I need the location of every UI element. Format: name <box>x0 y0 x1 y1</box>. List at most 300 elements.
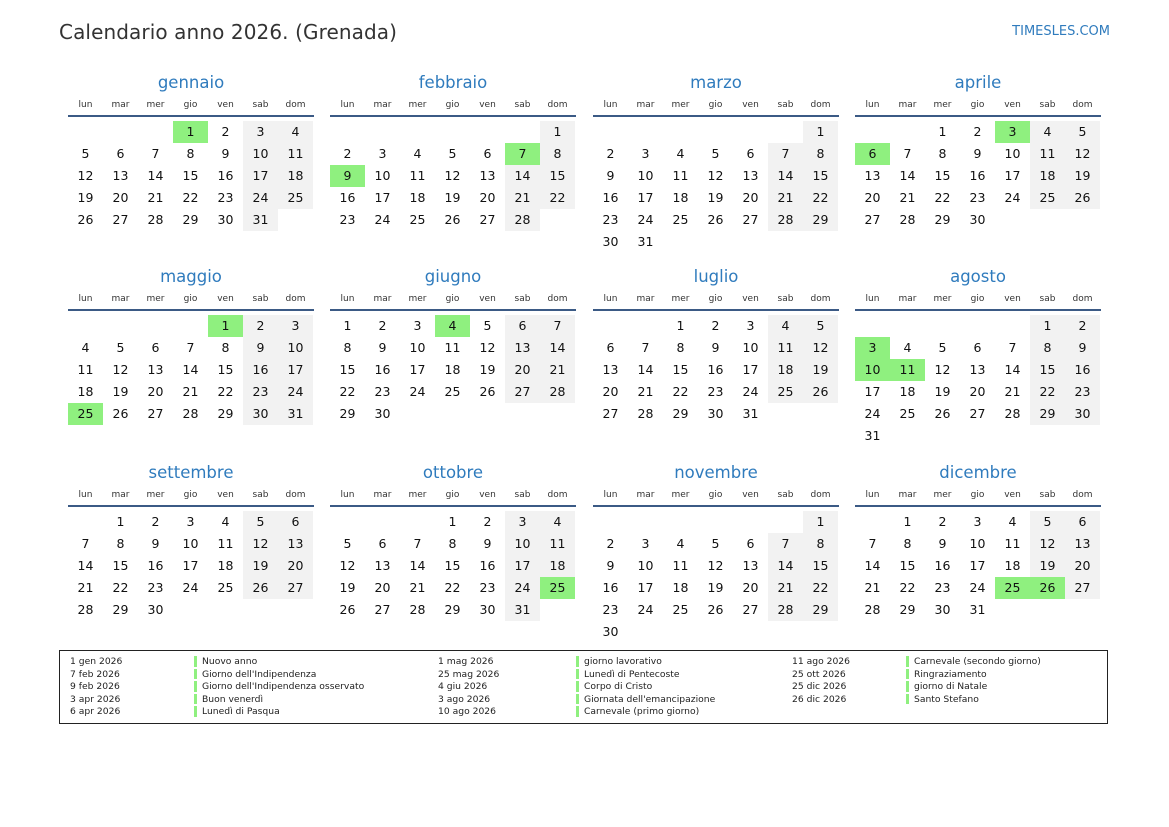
day-cell: 30 <box>479 602 496 617</box>
holiday-date: 25 dic 2026 <box>792 681 847 692</box>
weekday-label: lun <box>78 490 93 500</box>
weekday-label: sab <box>1039 294 1056 304</box>
day-cell: 10 <box>969 536 986 551</box>
day-cell: 7 <box>868 536 877 551</box>
holiday-day-cell: 4 <box>435 315 470 337</box>
day-cell: 18 <box>540 555 575 577</box>
weekday-label: lun <box>603 294 618 304</box>
empty-cell <box>330 121 365 143</box>
holiday-day-cell: 7 <box>505 143 540 165</box>
weekday-label: dom <box>285 294 306 304</box>
day-cell: 17 <box>278 359 313 381</box>
weekday-label: lun <box>340 294 355 304</box>
empty-cell <box>960 315 995 337</box>
holiday-date: 11 ago 2026 <box>792 656 850 667</box>
day-cell: 8 <box>676 340 685 355</box>
weekday-label: gio <box>970 294 985 304</box>
day-cell: 10 <box>182 536 199 551</box>
day-cell: 21 <box>768 187 803 209</box>
day-cell: 24 <box>637 602 654 617</box>
day-cell: 15 <box>899 558 916 573</box>
day-cell: 22 <box>540 187 575 209</box>
holiday-date: 25 ott 2026 <box>792 668 846 680</box>
day-grid <box>68 315 314 425</box>
day-cell: 10 <box>1004 146 1021 161</box>
day-cell: 11 <box>1030 143 1065 165</box>
day-cell: 4 <box>676 146 685 161</box>
weekday-label: gio <box>183 100 198 110</box>
day-cell: 10 <box>409 340 426 355</box>
day-cell: 22 <box>1030 381 1065 403</box>
day-cell: 29 <box>803 599 838 621</box>
day-cell: 6 <box>1065 511 1100 533</box>
day-cell: 6 <box>973 340 982 355</box>
weekday-label: gio <box>708 294 723 304</box>
day-cell: 13 <box>1065 533 1100 555</box>
empty-cell <box>173 315 208 337</box>
weekday-header <box>330 97 576 113</box>
day-grid <box>593 121 839 253</box>
holiday-name: Ringraziamento <box>914 668 987 680</box>
weekday-label: mar <box>111 294 130 304</box>
month-name: giugno <box>424 267 482 286</box>
day-cell: 8 <box>803 143 838 165</box>
day-cell: 28 <box>505 209 540 231</box>
month-marzo <box>593 74 839 253</box>
weekday-label: dom <box>547 490 568 500</box>
day-cell: 16 <box>969 168 986 183</box>
weekday-label: gio <box>445 490 460 500</box>
day-cell: 18 <box>278 165 313 187</box>
day-cell: 23 <box>934 580 951 595</box>
day-cell: 26 <box>77 212 94 227</box>
day-cell: 6 <box>606 340 615 355</box>
empty-cell <box>505 121 540 143</box>
day-cell: 27 <box>505 381 540 403</box>
month-dicembre <box>855 464 1101 621</box>
empty-cell <box>698 121 733 143</box>
day-cell: 11 <box>672 168 689 183</box>
day-cell: 25 <box>672 212 689 227</box>
day-cell: 4 <box>903 340 912 355</box>
day-cell: 12 <box>1065 143 1100 165</box>
day-cell: 5 <box>711 536 720 551</box>
day-cell: 3 <box>378 146 387 161</box>
day-cell: 4 <box>1008 514 1017 529</box>
day-cell: 20 <box>742 190 759 205</box>
day-cell: 8 <box>803 533 838 555</box>
day-cell: 28 <box>147 212 164 227</box>
day-cell: 29 <box>803 209 838 231</box>
day-cell: 11 <box>768 337 803 359</box>
weekday-label: mar <box>898 490 917 500</box>
weekday-header <box>330 487 576 503</box>
empty-cell <box>768 511 803 533</box>
month-divider <box>330 505 576 507</box>
day-cell: 12 <box>934 362 951 377</box>
day-cell: 20 <box>374 580 391 595</box>
day-cell: 9 <box>378 340 387 355</box>
legend-color-swatch <box>194 706 197 717</box>
day-cell: 2 <box>711 318 720 333</box>
day-grid <box>330 315 576 425</box>
holiday-date: 3 ago 2026 <box>438 693 491 705</box>
day-cell: 29 <box>934 212 951 227</box>
weekday-label: dom <box>810 294 831 304</box>
month-settembre <box>68 464 314 621</box>
legend-color-swatch <box>576 694 579 705</box>
month-novembre <box>593 464 839 643</box>
day-cell: 27 <box>742 602 759 617</box>
weekday-label: dom <box>1072 100 1093 110</box>
weekday-label: sab <box>1039 100 1056 110</box>
day-grid <box>68 511 314 621</box>
weekday-label: lun <box>603 490 618 500</box>
weekday-label: mar <box>636 100 655 110</box>
day-cell: 16 <box>707 362 724 377</box>
weekday-label: mer <box>408 100 427 110</box>
weekday-label: mer <box>146 490 165 500</box>
day-cell: 24 <box>278 381 313 403</box>
day-cell: 26 <box>479 384 496 399</box>
month-name: luglio <box>693 267 739 286</box>
day-cell: 26 <box>934 406 951 421</box>
day-cell: 6 <box>151 340 160 355</box>
weekday-header <box>855 487 1101 503</box>
day-cell: 14 <box>899 168 916 183</box>
day-cell: 22 <box>444 580 461 595</box>
day-cell: 5 <box>116 340 125 355</box>
empty-cell <box>330 511 365 533</box>
site-link[interactable]: TIMESLES.COM <box>1012 24 1110 39</box>
weekday-label: mar <box>111 100 130 110</box>
day-cell: 29 <box>1030 403 1065 425</box>
day-cell: 3 <box>641 536 650 551</box>
weekday-label: ven <box>479 490 496 500</box>
day-cell: 1 <box>540 121 575 143</box>
day-cell: 5 <box>1065 121 1100 143</box>
day-cell: 14 <box>147 168 164 183</box>
weekday-label: lun <box>865 490 880 500</box>
day-cell: 5 <box>803 315 838 337</box>
day-cell: 1 <box>803 511 838 533</box>
weekday-label: sab <box>514 294 531 304</box>
month-divider <box>330 115 576 117</box>
legend-color-swatch <box>576 706 579 717</box>
empty-cell <box>890 315 925 337</box>
day-cell: 28 <box>768 209 803 231</box>
day-cell: 19 <box>444 190 461 205</box>
day-cell: 14 <box>768 165 803 187</box>
day-cell: 8 <box>221 340 230 355</box>
day-cell: 4 <box>413 146 422 161</box>
day-cell: 19 <box>77 190 94 205</box>
weekday-label: gio <box>970 490 985 500</box>
legend-color-swatch <box>194 669 197 680</box>
day-cell: 17 <box>409 362 426 377</box>
day-cell: 6 <box>505 315 540 337</box>
empty-cell <box>138 315 173 337</box>
month-name: agosto <box>950 267 1006 286</box>
day-cell: 21 <box>1004 384 1021 399</box>
weekday-label: lun <box>340 100 355 110</box>
page-title: Calendario anno 2026. (Grenada) <box>59 20 398 44</box>
day-cell: 22 <box>803 187 838 209</box>
day-cell: 7 <box>768 533 803 555</box>
day-cell: 13 <box>505 337 540 359</box>
month-divider <box>593 505 839 507</box>
day-cell: 17 <box>637 190 654 205</box>
weekday-label: mer <box>933 100 952 110</box>
day-grid <box>593 511 839 643</box>
day-cell: 21 <box>505 187 540 209</box>
day-cell: 5 <box>343 536 352 551</box>
day-cell: 24 <box>742 384 759 399</box>
day-cell: 6 <box>278 511 313 533</box>
day-cell: 15 <box>1030 359 1065 381</box>
empty-cell <box>995 315 1030 337</box>
day-cell: 15 <box>339 362 356 377</box>
legend-names <box>584 656 715 719</box>
day-cell: 19 <box>707 580 724 595</box>
weekday-label: ven <box>742 294 759 304</box>
day-cell: 8 <box>938 146 947 161</box>
day-cell: 27 <box>374 602 391 617</box>
day-cell: 22 <box>934 190 951 205</box>
holiday-name: giorno lavorativo <box>584 656 662 667</box>
day-cell: 13 <box>864 168 881 183</box>
month-divider <box>855 505 1101 507</box>
day-cell: 18 <box>768 359 803 381</box>
weekday-label: lun <box>865 294 880 304</box>
weekday-label: sab <box>1039 490 1056 500</box>
day-cell: 9 <box>938 536 947 551</box>
day-cell: 4 <box>221 514 230 529</box>
day-cell: 19 <box>803 359 838 381</box>
day-cell: 21 <box>899 190 916 205</box>
day-cell: 8 <box>116 536 125 551</box>
day-cell: 24 <box>864 406 881 421</box>
day-cell: 23 <box>217 190 234 205</box>
empty-cell <box>593 121 628 143</box>
day-cell: 12 <box>243 533 278 555</box>
holiday-day-cell: 1 <box>173 121 208 143</box>
weekday-label: dom <box>1072 490 1093 500</box>
weekday-header <box>855 97 1101 113</box>
empty-cell <box>470 121 505 143</box>
day-cell: 13 <box>374 558 391 573</box>
day-cell: 14 <box>637 362 654 377</box>
month-name: ottobre <box>422 463 484 482</box>
day-cell: 30 <box>969 212 986 227</box>
day-cell: 1 <box>1030 315 1065 337</box>
weekday-label: mer <box>933 294 952 304</box>
day-cell: 20 <box>479 190 496 205</box>
day-cell: 25 <box>899 406 916 421</box>
weekday-label: mar <box>111 490 130 500</box>
day-cell: 2 <box>973 124 982 139</box>
day-cell: 9 <box>973 146 982 161</box>
day-cell: 4 <box>278 121 313 143</box>
day-cell: 25 <box>217 580 234 595</box>
weekday-label: mar <box>636 294 655 304</box>
day-cell: 23 <box>969 190 986 205</box>
day-cell: 7 <box>641 340 650 355</box>
holiday-name: Nuovo anno <box>202 656 258 667</box>
weekday-label: sab <box>252 490 269 500</box>
day-cell: 5 <box>243 511 278 533</box>
empty-cell <box>68 511 103 533</box>
day-cell: 27 <box>479 212 496 227</box>
holiday-day-cell: 3 <box>995 121 1030 143</box>
day-cell: 30 <box>602 234 619 249</box>
day-cell: 2 <box>343 146 352 161</box>
weekday-label: dom <box>1072 294 1093 304</box>
weekday-label: dom <box>547 294 568 304</box>
day-cell: 24 <box>182 580 199 595</box>
weekday-label: dom <box>810 490 831 500</box>
day-cell: 25 <box>409 212 426 227</box>
day-cell: 1 <box>116 514 125 529</box>
day-cell: 29 <box>899 602 916 617</box>
day-cell: 16 <box>602 190 619 205</box>
day-cell: 22 <box>112 580 129 595</box>
day-cell: 31 <box>243 209 278 231</box>
day-cell: 9 <box>151 536 160 551</box>
day-cell: 15 <box>803 555 838 577</box>
day-cell: 18 <box>444 362 461 377</box>
empty-cell <box>733 511 768 533</box>
holiday-name: Lunedì di Pentecoste <box>584 668 680 680</box>
day-cell: 26 <box>803 381 838 403</box>
empty-cell <box>890 121 925 143</box>
weekday-label: lun <box>78 100 93 110</box>
weekday-label: lun <box>865 100 880 110</box>
holiday-date: 9 feb 2026 <box>70 681 120 692</box>
month-giugno <box>330 268 576 425</box>
day-cell: 14 <box>182 362 199 377</box>
day-cell: 16 <box>374 362 391 377</box>
weekday-label: sab <box>777 490 794 500</box>
day-cell: 18 <box>1030 165 1065 187</box>
day-cell: 15 <box>444 558 461 573</box>
month-name: marzo <box>690 73 742 92</box>
empty-cell <box>365 511 400 533</box>
month-name: febbraio <box>418 73 488 92</box>
day-cell: 22 <box>182 190 199 205</box>
month-divider <box>593 115 839 117</box>
day-cell: 17 <box>182 558 199 573</box>
weekday-label: gio <box>970 100 985 110</box>
day-cell: 1 <box>676 318 685 333</box>
day-cell: 27 <box>147 406 164 421</box>
day-cell: 8 <box>448 536 457 551</box>
day-cell: 12 <box>707 168 724 183</box>
day-cell: 24 <box>1004 190 1021 205</box>
day-cell: 4 <box>676 536 685 551</box>
legend-color-swatch <box>906 681 909 692</box>
day-cell: 23 <box>602 212 619 227</box>
day-cell: 19 <box>339 580 356 595</box>
day-cell: 19 <box>707 190 724 205</box>
day-cell: 27 <box>602 406 619 421</box>
weekday-label: mar <box>373 490 392 500</box>
day-cell: 2 <box>151 514 160 529</box>
day-cell: 9 <box>243 337 278 359</box>
day-cell: 23 <box>147 580 164 595</box>
day-cell: 2 <box>221 124 230 139</box>
empty-cell <box>925 315 960 337</box>
day-cell: 20 <box>505 359 540 381</box>
day-cell: 7 <box>186 340 195 355</box>
day-cell: 9 <box>711 340 720 355</box>
day-cell: 28 <box>899 212 916 227</box>
month-divider <box>68 115 314 117</box>
weekday-label: gio <box>183 294 198 304</box>
day-cell: 17 <box>637 580 654 595</box>
holiday-date: 7 feb 2026 <box>70 668 120 680</box>
day-cell: 17 <box>374 190 391 205</box>
legend-color-swatch <box>194 656 197 667</box>
empty-cell <box>733 121 768 143</box>
day-cell: 25 <box>278 187 313 209</box>
day-cell: 5 <box>483 318 492 333</box>
day-cell: 14 <box>1004 362 1021 377</box>
day-cell: 26 <box>339 602 356 617</box>
holiday-day-cell: 1 <box>208 315 243 337</box>
legend-color-swatch <box>576 656 579 667</box>
day-cell: 31 <box>742 406 759 421</box>
day-cell: 2 <box>938 514 947 529</box>
day-cell: 14 <box>540 337 575 359</box>
day-cell: 6 <box>746 536 755 551</box>
day-cell: 27 <box>278 577 313 599</box>
day-cell: 23 <box>479 580 496 595</box>
weekday-header <box>330 291 576 307</box>
weekday-label: gio <box>183 490 198 500</box>
day-cell: 31 <box>864 428 881 443</box>
month-maggio <box>68 268 314 425</box>
empty-cell <box>365 121 400 143</box>
day-cell: 2 <box>606 536 615 551</box>
day-cell: 18 <box>77 384 94 399</box>
day-cell: 9 <box>1065 337 1100 359</box>
day-cell: 23 <box>374 384 391 399</box>
weekday-label: ven <box>742 490 759 500</box>
weekday-label: mar <box>373 100 392 110</box>
day-cell: 24 <box>243 187 278 209</box>
day-cell: 31 <box>505 599 540 621</box>
empty-cell <box>103 121 138 143</box>
empty-cell <box>400 511 435 533</box>
day-cell: 18 <box>899 384 916 399</box>
day-cell: 8 <box>540 143 575 165</box>
day-cell: 21 <box>77 580 94 595</box>
day-cell: 13 <box>969 362 986 377</box>
day-cell: 3 <box>973 514 982 529</box>
holiday-day-cell: 26 <box>1030 577 1065 599</box>
day-cell: 19 <box>1065 165 1100 187</box>
day-cell: 21 <box>182 384 199 399</box>
day-cell: 13 <box>742 558 759 573</box>
holiday-date: 1 gen 2026 <box>70 656 123 667</box>
day-cell: 25 <box>1030 187 1065 209</box>
day-cell: 21 <box>147 190 164 205</box>
day-cell: 18 <box>1004 558 1021 573</box>
day-cell: 20 <box>147 384 164 399</box>
day-cell: 7 <box>540 315 575 337</box>
day-cell: 30 <box>374 406 391 421</box>
